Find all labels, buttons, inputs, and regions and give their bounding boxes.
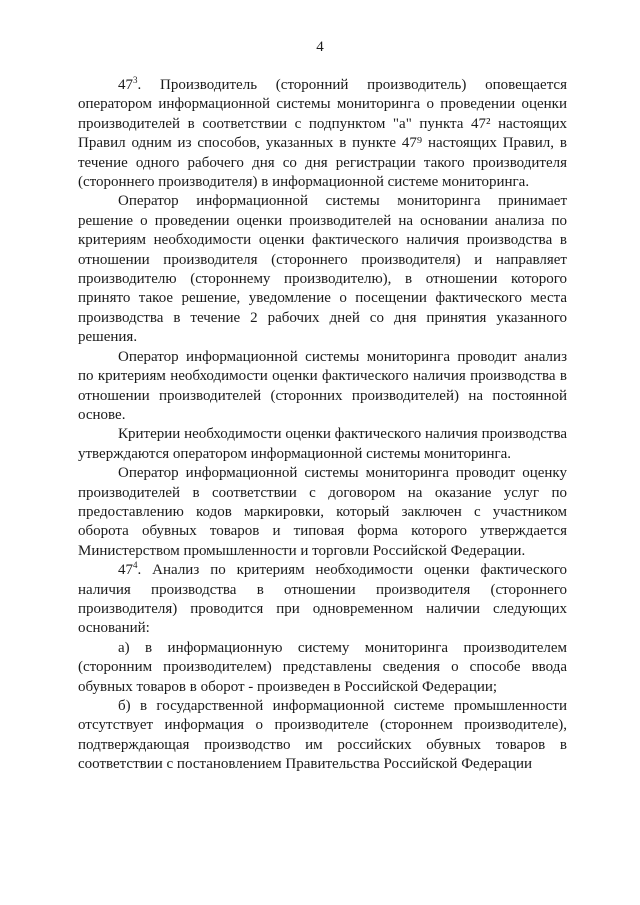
paragraph-number-superscript: 4 (133, 560, 138, 571)
paragraph-number: 47 (118, 77, 133, 93)
paragraph-assessment-contract: Оператор информационной системы мониторинга проводит оценку производителей в соответствии с договором на оказание услуг по предоставлению кодов маркировки, который заключен с участником оборота обувных товаров и типовая форма которого утверждается Министерством промышленности и торговли Российской Федерации. (78, 465, 567, 559)
paragraph-47-3 (78, 76, 567, 192)
paragraph-text: . Производитель (сторонний производитель) оповещается оператором информационной системы мониторинга о проведении оценки производителей в соответствии с подпунктом "а" пункта 47² настоящих Правил одним из способов, указанных в пункте 47⁹ настоящих Правил, в течение одного рабочего дня со дня регистрации такого производителя (стороннего производителя) в информационной системе мониторинга. (78, 77, 567, 191)
page-number: 4 (316, 39, 324, 55)
subitem-b: б) в государственной информационной системе промышленности отсутствует информация о производителе (стороннем производителе), подтверждающая производство им российских обувных товаров в соответствии с постановлением Правительства Российской Федерации (78, 698, 567, 773)
paragraph-47-4 (78, 561, 567, 639)
paragraph-text: . Анализ по критериям необходимости оценки фактического наличия производства в отношении производителя (стороннего производителя) проводится при одновременном наличии следующих оснований: (78, 562, 567, 637)
paragraph-ongoing-analysis: Оператор информационной системы мониторинга проводит анализ по критериям необходимости оценки фактического наличия производства в отношении производителей (сторонних производителей) на постоянной основе. (78, 348, 567, 423)
paragraph-number-superscript: 3 (133, 75, 138, 85)
document-body (78, 76, 567, 775)
paragraph-criteria-approval: Критерии необходимости оценки фактического наличия производства утверждаются оператором информационной системы мониторинга. (78, 426, 567, 462)
paragraph-number: 47 (118, 562, 133, 579)
paragraph-operator-decision: Оператор информационной системы мониторинга принимает решение о проведении оценки производителей на основании анализа по критериям необходимости оценки фактического наличия производства в отношении производителя (стороннего производителя) и направляет производителю (стороннему производителю), в отношении которого принято такое решение, уведомление о посещении фактического места производства в течение 2 рабочих дней со дня принятия указанного решения. (78, 193, 567, 346)
subitem-a: а) в информационную систему мониторинга производителем (сторонним производителем) представлены сведения о способе ввода обувных товаров в оборот - произведен в Российской Федерации; (78, 639, 567, 695)
